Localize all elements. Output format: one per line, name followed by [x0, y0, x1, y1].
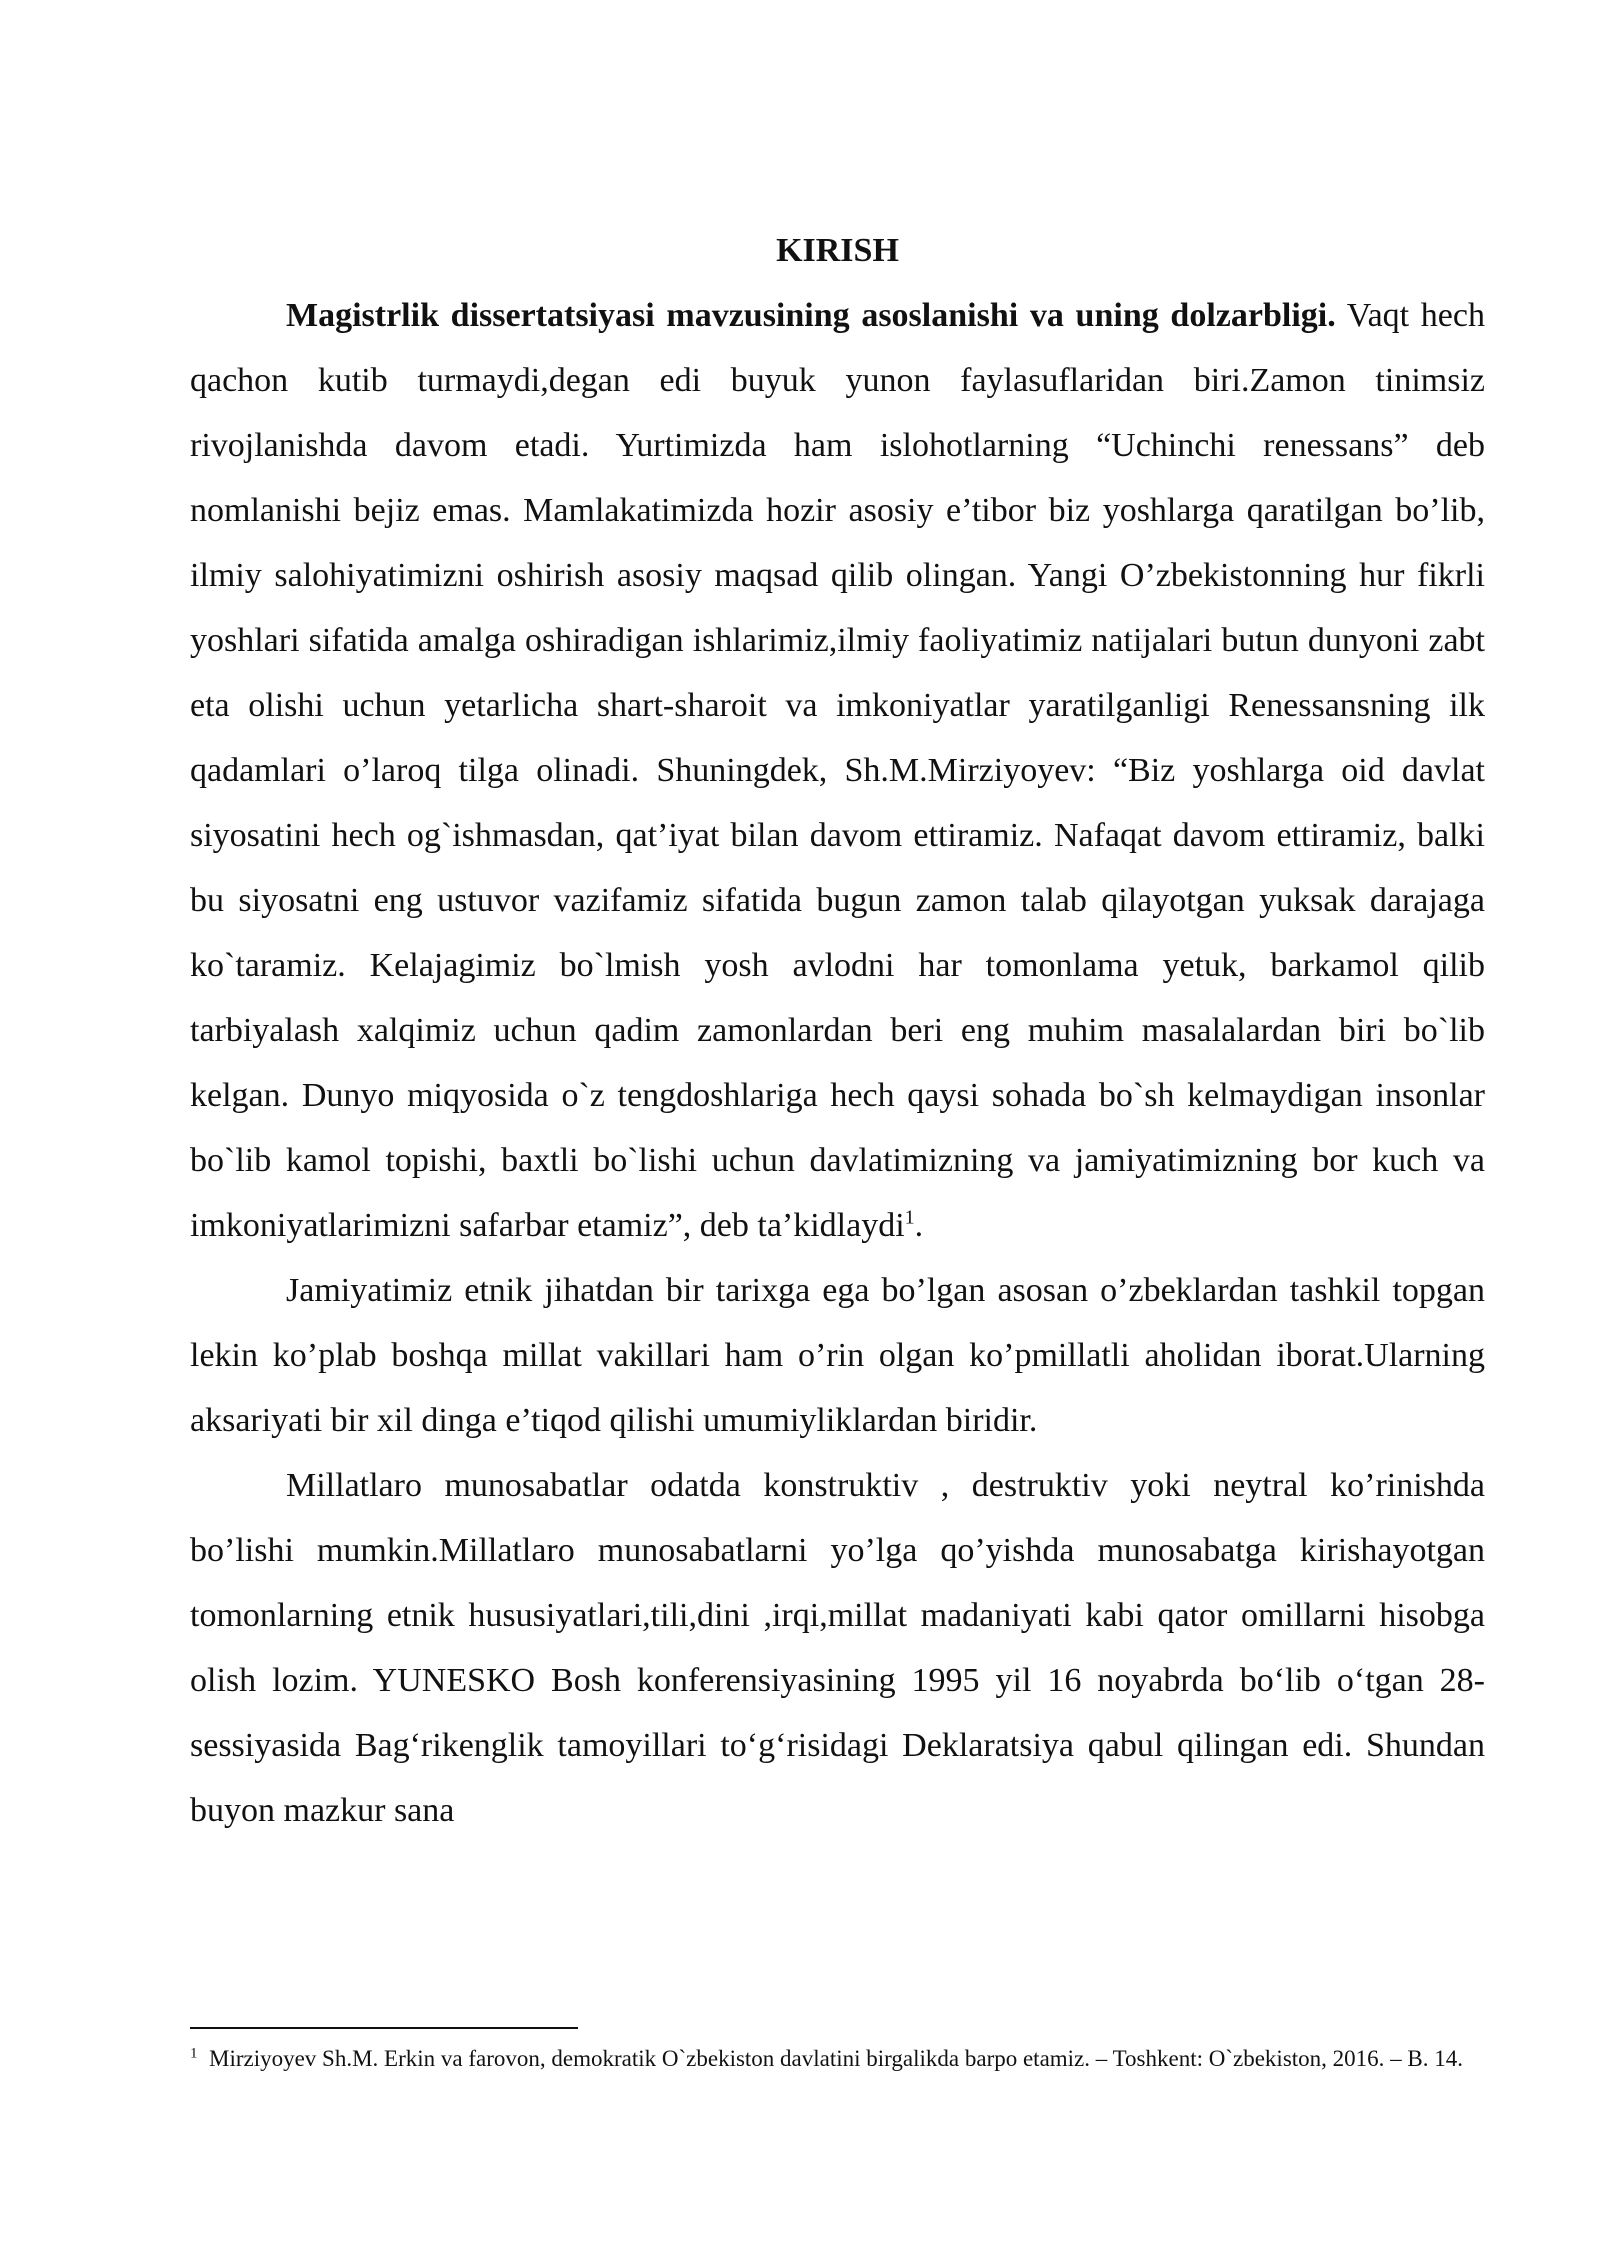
- footnote-number: 1: [190, 2045, 198, 2062]
- document-title: KIRISH: [776, 232, 899, 269]
- paragraph-3: Millatlaro munosabatlar odatda konstruktiv , destruktiv yoki neytral ko’rinishda bo’lishi mumkin.Millatlaro munosabatlarni yo’lga qo’yishda munosabatga kirishayotgan tomonlarning etnik hususiyatlari,tili,dini ,irqi,millat madaniyati kabi qator omillarni hisobga olish lozim. YUNESKO Bosh konferensiyasining 1995 yil 16 noyabrda bo‘lib o‘tgan 28-sessiyasida Bag‘rikenglik tamoyillari to‘g‘risidagi Deklaratsiya qabul qilingan edi. Shundan buyon mazkur sana: [190, 1467, 1485, 1829]
- paragraph-1-end: .: [914, 1207, 924, 1244]
- footnote-reference: 1: [904, 1206, 915, 1229]
- footnote-divider: [190, 2027, 578, 2029]
- paragraph-intro: [190, 283, 1485, 1258]
- paragraph-1-text: Vaqt hech qachon kutib turmaydi,degan edi buyuk yunon faylasuflaridan biri.Zamon tinimsiz rivojlanishda davom etadi. Yurtimizda ham islohotlarning “Uchinchi renessans” deb nomlanishi bejiz emas. Mamlakatimizda hozir asosiy e’tibor biz yoshlarga qaratilgan bo’lib, ilmiy salohiyatimizni oshirish asosiy maqsad qilib olingan. Yangi O’zbekistonning hur fikrli yoshlari sifatida amalga oshiradigan ishlarimiz,ilmiy faoliyatimiz natijalari butun dunyoni zabt eta olishi uchun yetarlicha shart-sharoit va imkoniyatlar yaratilganligi Renessansning ilk qadamlari o’laroq tilga olinadi. Shuningdek, Sh.M.Mirziyoyev: “Biz yoshlarga oid davlat siyosatini hech og`ishmasdan, qat’iyat bilan davom ettiramiz. Nafaqat davom ettiramiz, balki bu siyosatni eng ustuvor vazifamiz sifatida bugun zamon talab qilayotgan yuksak darajaga ko`taramiz. Kelajagimiz bo`lmish yosh avlodni har tomonlama yetuk, barkamol qilib tarbiyalash xalqimiz uchun qadim zamonlardan beri eng muhim masalalardan biri bo`lib kelgan. Dunyo miqyosida o`z tengdoshlariga hech qaysi sohada bo`sh kelmaydigan insonlar bo`lib kamol topishi, baxtli bo`lishi uchun davlatimizning va jamiyatimizning bor kuch va imkoniyatlarimizni safarbar etamiz”, deb ta’kidlaydi: [190, 297, 1485, 1244]
- document-body: [190, 218, 1485, 1843]
- section-heading: Magistrlik dissertatsiyasi mavzusining asoslanishi va uning dolzarbligi.: [286, 297, 1336, 334]
- footnote: [190, 2042, 1485, 2075]
- footnote-text: Mirziyoyev Sh.M. Erkin va farovon, demokratik O`zbekiston davlatini birgalikda barpo etamiz. – Toshkent: O`zbekiston, 2016. – B. 14.: [209, 2046, 1463, 2071]
- paragraph-2: Jamiyatimiz etnik jihatdan bir tarixga ega bo’lgan asosan o’zbeklardan tashkil topgan lekin ko’plab boshqa millat vakillari ham o’rin olgan ko’pmillatli aholidan iborat.Ularning aksariyati bir xil dinga e’tiqod qilishi umumiyliklardan biridir.: [190, 1272, 1485, 1439]
